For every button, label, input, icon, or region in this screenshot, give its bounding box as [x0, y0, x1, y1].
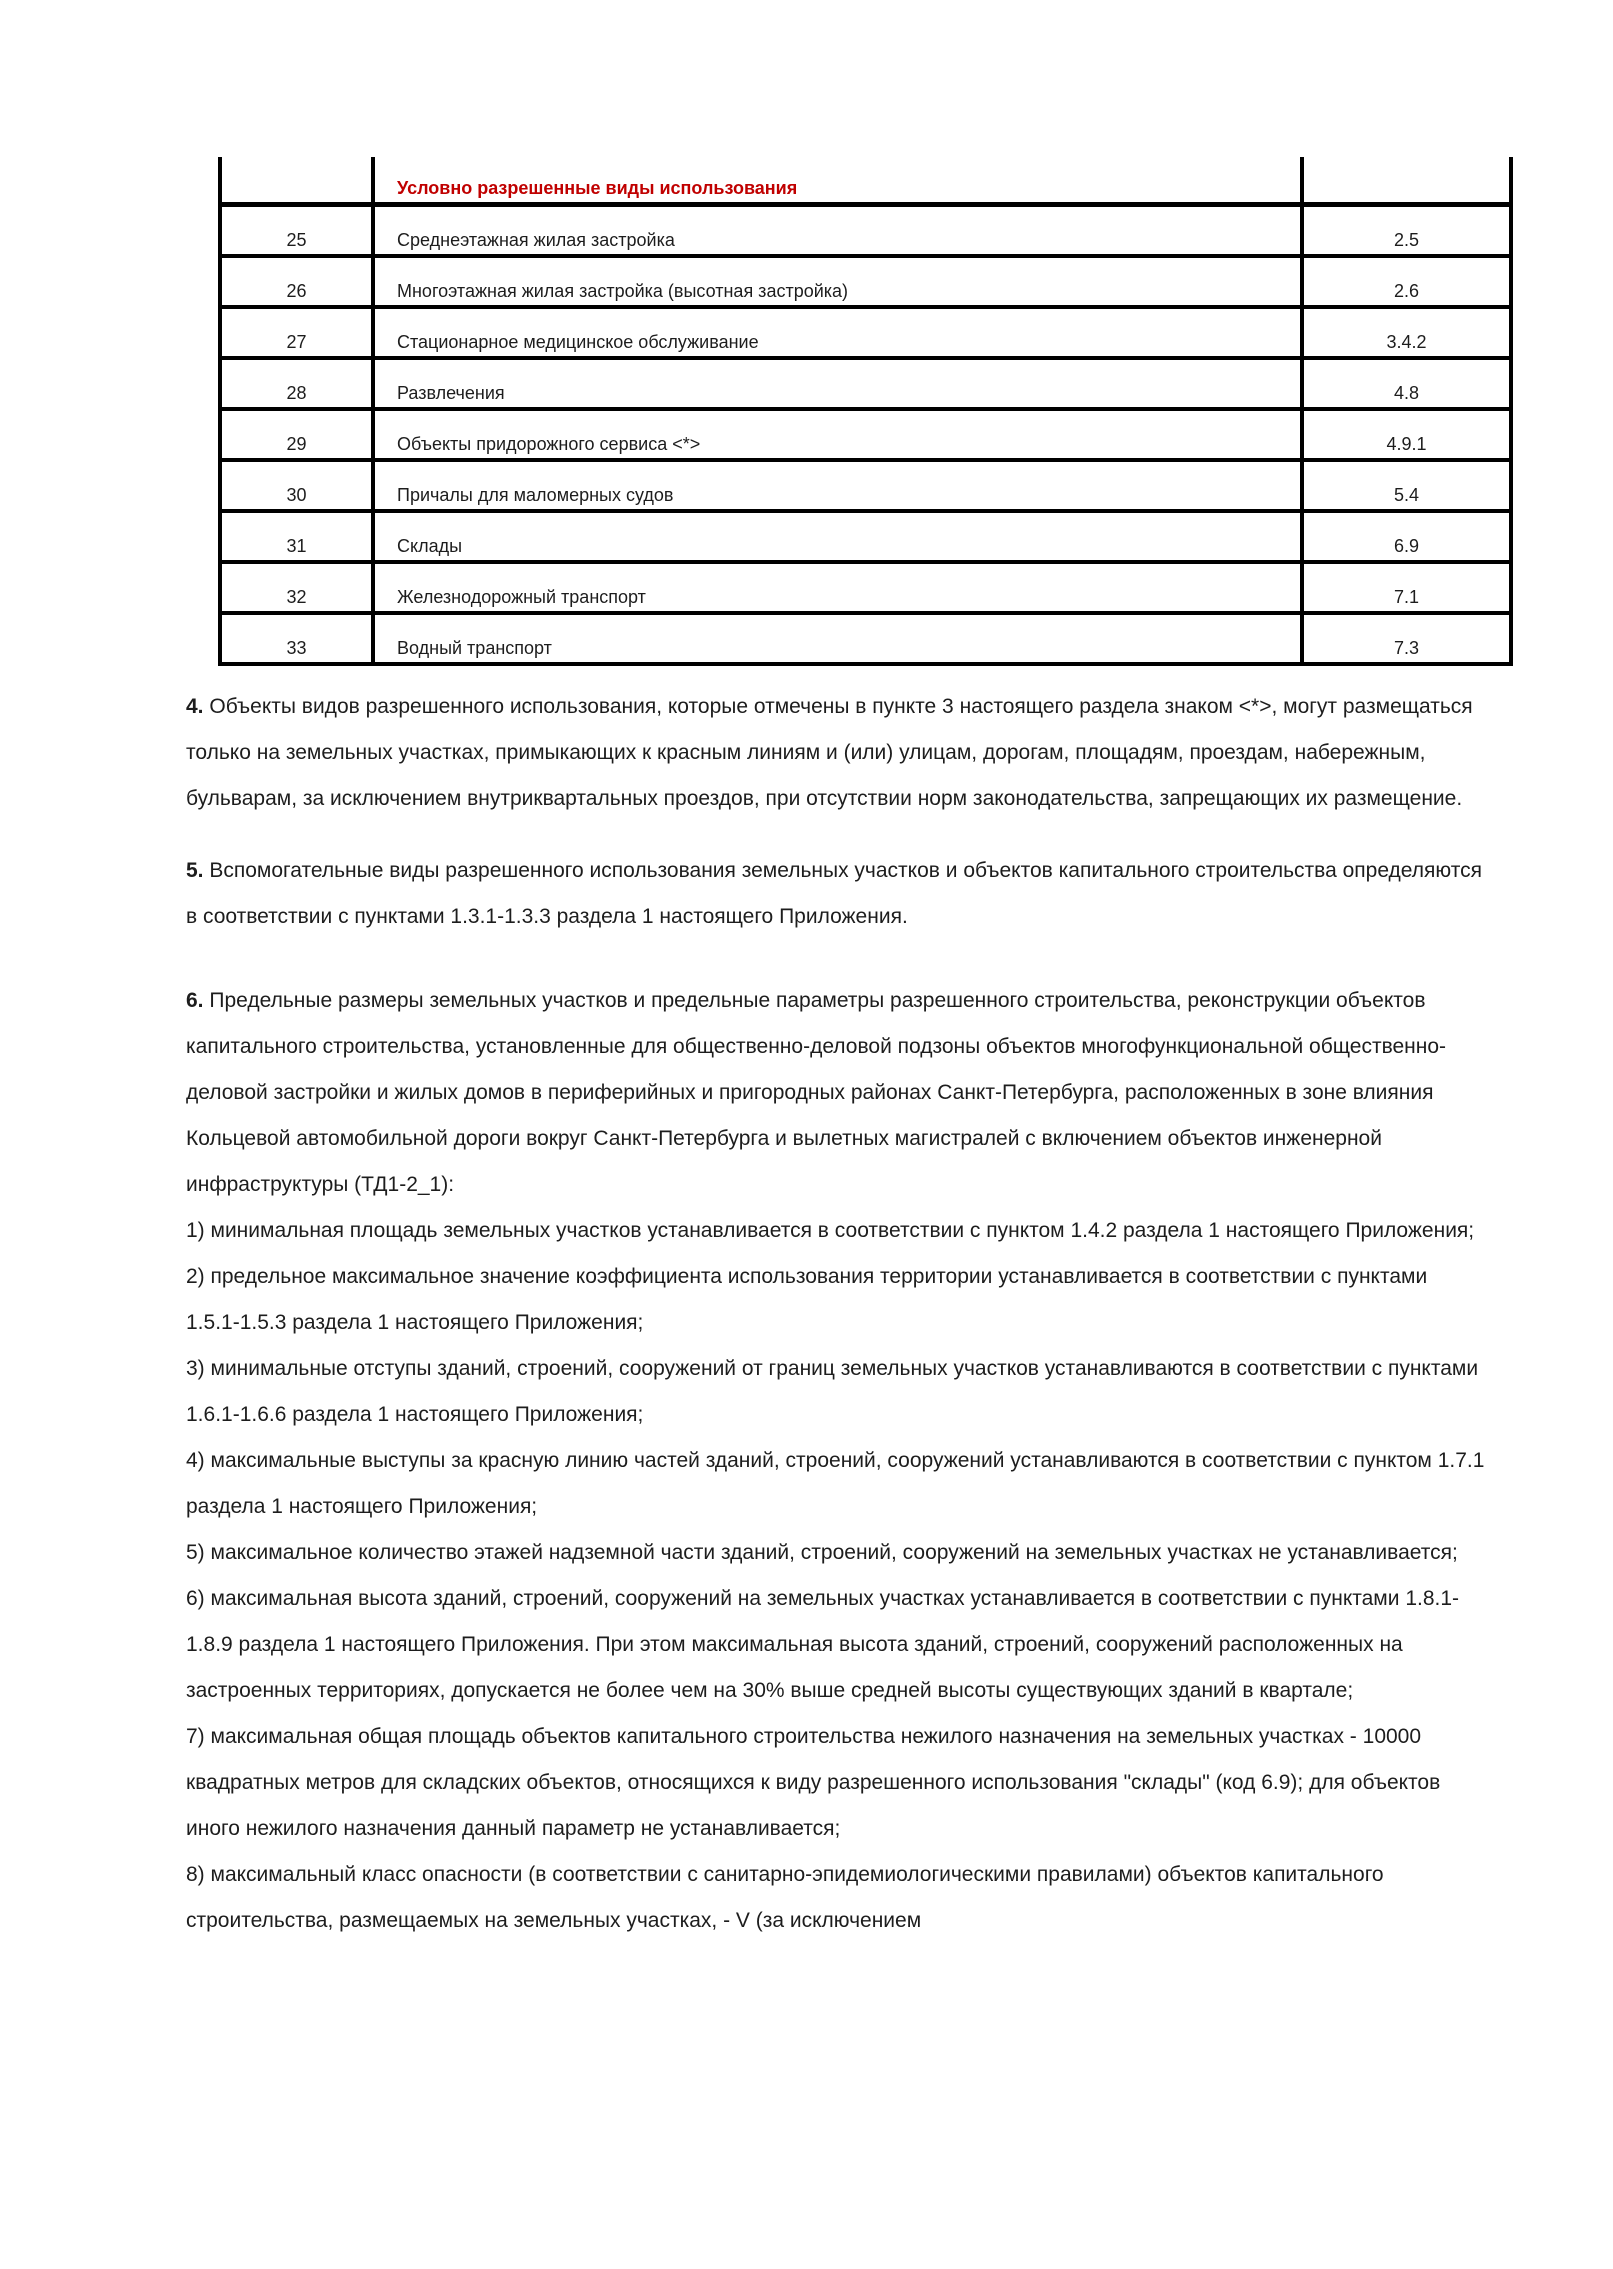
table-row — [218, 615, 1513, 666]
table-row — [218, 411, 1513, 462]
list-item-1: 1) минимальная площадь земельных участков устанавливается в соответствии с пунктом 1.4.2 раздела 1 настоящего Приложения; — [186, 1219, 1475, 1242]
use-code-cell: 7.1 — [1304, 564, 1513, 611]
paragraph-4-text: Объекты видов разрешенного использования, которые отмечены в пункте 3 настоящего раздела знаком <*>, могут размещаться только на земельных участках, примыкающих к красным линиям и (или) улицам, дорогам, площадям, проездам, набережным, бульварам, за исключением внутриквартальных проездов, при отсутствии норм законодательства, запрещающих их размещение. — [186, 695, 1473, 810]
row-number-cell: 29 — [218, 411, 375, 458]
use-name-cell: Железнодорожный транспорт — [375, 564, 1304, 611]
use-name-cell: Стационарное медицинское обслуживание — [375, 309, 1304, 356]
row-number-cell: 25 — [218, 207, 375, 254]
paragraph-5-number: 5. — [186, 859, 204, 882]
use-code-cell: 4.8 — [1304, 360, 1513, 407]
list-item-3: 3) минимальные отступы зданий, строений, сооружений от границ земельных участков устанавливаются в соответствии с пунктами 1.6.1-1.6.6 раздела 1 настоящего Приложения; — [186, 1357, 1479, 1426]
paragraph-5 — [186, 848, 1486, 940]
list-item-6: 6) максимальная высота зданий, строений, сооружений на земельных участках устанавливается в соответствии с пунктами 1.8.1-1.8.9 раздела 1 настоящего Приложения. При этом максимальная высота зданий, строений, сооружений расположенных на застроенных территориях, допускается не более чем на 30% выше средней высоты существующих зданий в квартале; — [186, 1587, 1460, 1702]
paragraph-4-number: 4. — [186, 695, 204, 718]
use-code-cell: 2.6 — [1304, 258, 1513, 305]
row-number-cell: 26 — [218, 258, 375, 305]
list-item-5: 5) максимальное количество этажей надземной части зданий, строений, сооружений на земельных участках не устанавливается; — [186, 1541, 1458, 1564]
use-name-cell: Среднеэтажная жилая застройка — [375, 207, 1304, 254]
use-name-cell: Водный транспорт — [375, 615, 1304, 662]
table-row — [218, 462, 1513, 513]
row-number-cell: 27 — [218, 309, 375, 356]
row-number-cell: 30 — [218, 462, 375, 509]
use-code-cell: 6.9 — [1304, 513, 1513, 560]
paragraph-5-text: Вспомогательные виды разрешенного использования земельных участков и объектов капитального строительства определяются в соответствии с пунктами 1.3.1-1.3.3 раздела 1 настоящего Приложения. — [186, 859, 1482, 928]
use-code-cell: 5.4 — [1304, 462, 1513, 509]
header-title-cell — [375, 157, 1304, 202]
use-code-cell: 2.5 — [1304, 207, 1513, 254]
table-row — [218, 513, 1513, 564]
list-item-7: 7) максимальная общая площадь объектов капитального строительства нежилого назначения на земельных участках - 10000 квадратных метров для складских объектов, относящихся к виду разрешенного использования "склады" (код 6.9); для объектов иного нежилого назначения данный параметр не устанавливается; — [186, 1725, 1441, 1840]
row-number-cell: 28 — [218, 360, 375, 407]
row-number-cell: 33 — [218, 615, 375, 662]
paragraph-6 — [186, 978, 1486, 1208]
list-item-8: 8) максимальный класс опасности (в соответствии с санитарно-эпидемиологическими правилами) объектов капитального строительства, размещаемых на земельных участках, - V (за исключением — [186, 1863, 1384, 1932]
table-section-title: Условно разрешенные виды использования — [397, 178, 798, 198]
use-code-cell: 4.9.1 — [1304, 411, 1513, 458]
use-code-cell: 7.3 — [1304, 615, 1513, 662]
paragraph-6-number: 6. — [186, 989, 204, 1012]
table-row — [218, 360, 1513, 411]
header-code-cell — [1304, 157, 1513, 202]
table-row — [218, 207, 1513, 258]
header-number-cell — [218, 157, 375, 202]
paragraph-4 — [186, 684, 1486, 822]
table-header-row — [218, 157, 1513, 207]
use-name-cell: Развлечения — [375, 360, 1304, 407]
table-row — [218, 564, 1513, 615]
use-name-cell: Многоэтажная жилая застройка (высотная застройка) — [375, 258, 1304, 305]
land-use-table — [218, 157, 1513, 666]
list-item-4: 4) максимальные выступы за красную линию частей зданий, строений, сооружений устанавливаются в соответствии с пунктом 1.7.1 раздела 1 настоящего Приложения; — [186, 1449, 1485, 1518]
use-name-cell: Склады — [375, 513, 1304, 560]
body-text — [186, 684, 1486, 1944]
table-row — [218, 309, 1513, 360]
use-name-cell: Причалы для маломерных судов — [375, 462, 1304, 509]
use-name-cell: Объекты придорожного сервиса <*> — [375, 411, 1304, 458]
paragraph-6-text: Предельные размеры земельных участков и предельные параметры разрешенного строительства, реконструкции объектов капитального строительства, установленные для общественно-деловой подзоны объектов многофункциональной общественно-деловой застройки и жилых домов в периферийных и пригородных районах Санкт-Петербурга, расположенных в зоне влияния Кольцевой автомобильной дороги вокруг Санкт-Петербурга и вылетных магистралей с включением объектов инженерной инфраструктуры (ТД1-2_1): — [186, 989, 1447, 1196]
list-item-2: 2) предельное максимальное значение коэффициента использования территории устанавливается в соответствии с пунктами 1.5.1-1.5.3 раздела 1 настоящего Приложения; — [186, 1265, 1428, 1334]
use-code-cell: 3.4.2 — [1304, 309, 1513, 356]
table-row — [218, 258, 1513, 309]
row-number-cell: 31 — [218, 513, 375, 560]
row-number-cell: 32 — [218, 564, 375, 611]
